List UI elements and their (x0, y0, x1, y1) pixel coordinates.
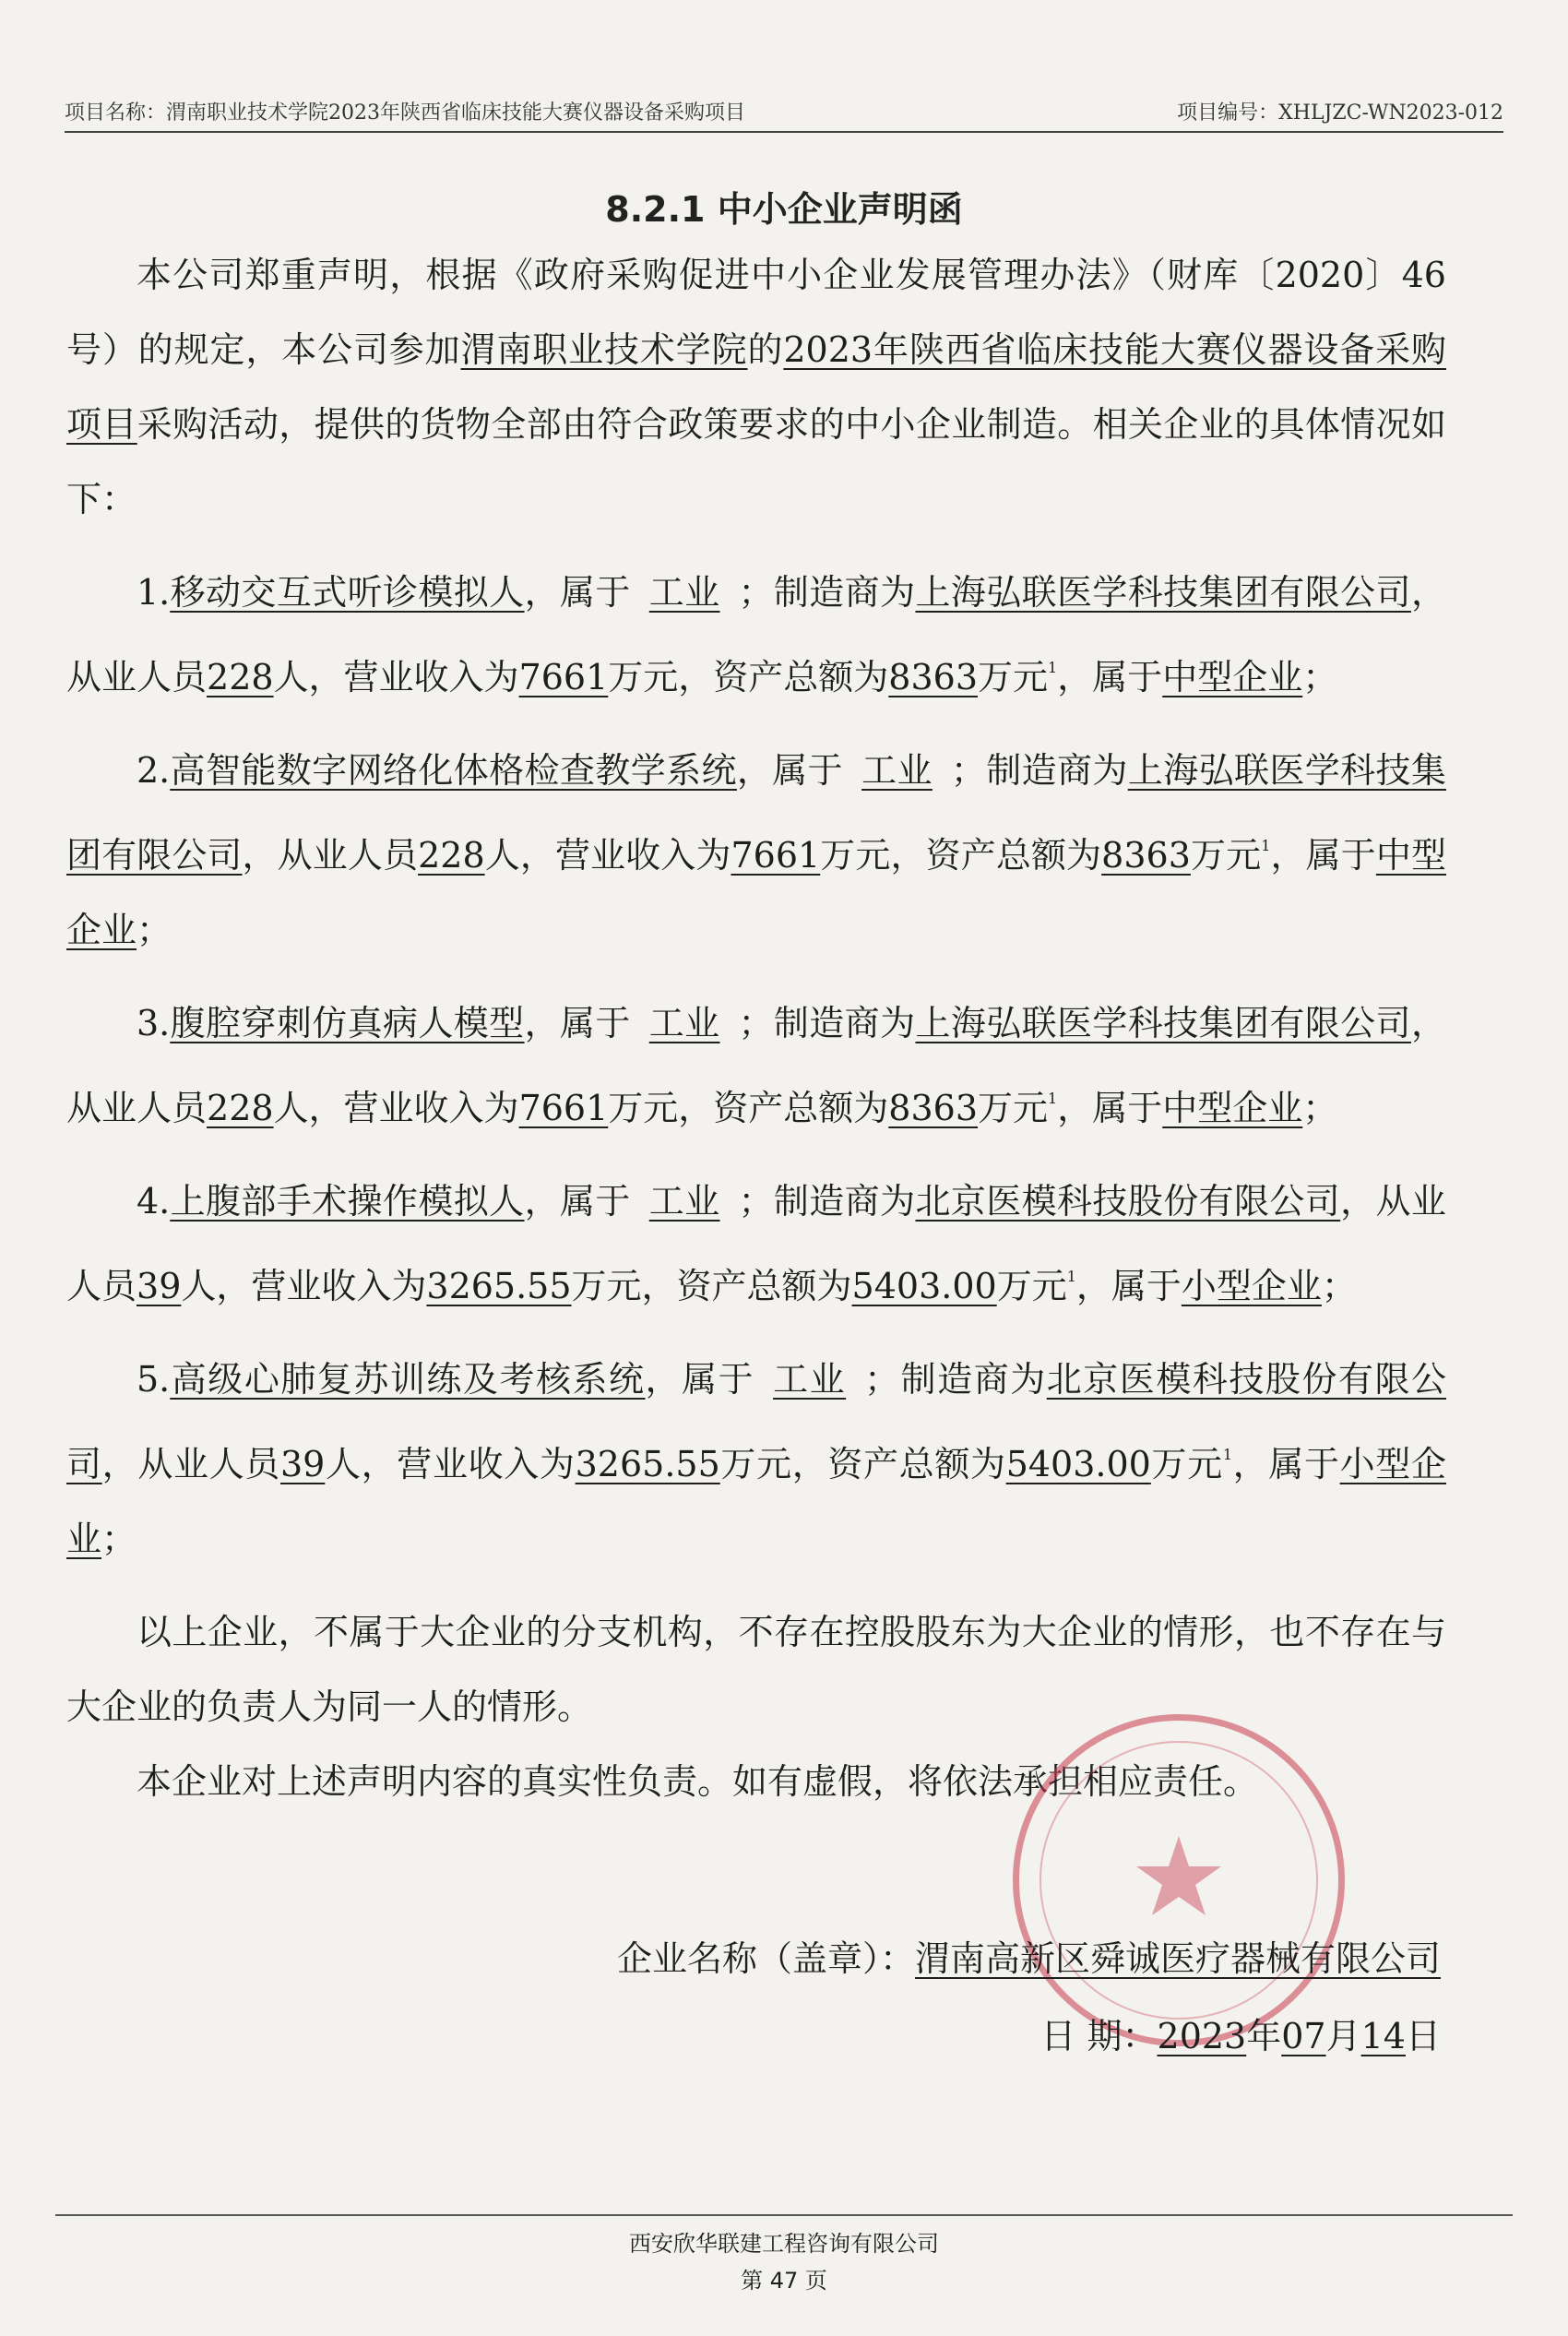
asset-amount: 8363 (1101, 835, 1191, 876)
company-signature-line: 企业名称（盖章）：渭南高新区舜诚医疗器械有限公司 (616, 1938, 1441, 1979)
footnote-marker: 1 (1222, 1446, 1232, 1463)
list-item: 4.上腹部手术操作模拟人，属于 工业 ；制造商为北京医模科技股份有限公司，从业人员39人，营业收入为3265.55万元，资产总额为5403.00万元$^1$，属于小型企业； (66, 1181, 1446, 1306)
item-number: 3. (137, 1003, 171, 1043)
manufacturer-name: 上海弘联医学科技集团有限公司 (915, 572, 1411, 613)
item-number: 4. (137, 1181, 171, 1222)
manufacturer-name: 北京医模科技股份有限公司 (915, 1181, 1341, 1222)
product-name: 腹腔穿刺仿真病人模型 (170, 1003, 525, 1043)
asset-amount: 5403.00 (851, 1266, 997, 1306)
product-name: 移动交互式听诊模拟人 (170, 572, 525, 613)
revenue-amount: 7661 (518, 1088, 609, 1128)
list-item: 3.腹腔穿刺仿真病人模型，属于 工业 ；制造商为上海弘联医学科技集团有限公司，从业人员228人，营业收入为7661万元，资产总额为8363万元$^1$，属于中型企业； (66, 1003, 1446, 1128)
enterprise-size: 中型企业 (1162, 657, 1303, 697)
list-item: 1.移动交互式听诊模拟人，属于 工业 ；制造商为上海弘联医学科技集团有限公司，从业人员228人，营业收入为7661万元，资产总额为8363万元$^1$，属于中型企业； (66, 572, 1446, 697)
project-name: 项目名称：渭南职业技术学院2023年陕西省临床技能大赛仪器设备采购项目 (65, 101, 745, 125)
industry: 工业 (773, 1359, 847, 1400)
employee-count: 228 (207, 657, 274, 697)
footer-divider (55, 2214, 1513, 2216)
item-number: 2. (137, 750, 171, 791)
date-month: 07 (1281, 2016, 1326, 2056)
buyer-name: 渭南职业技术学院 (460, 329, 748, 370)
company-seal (1013, 1714, 1345, 2046)
footnote-marker: 1 (1066, 1268, 1076, 1285)
footnote-marker: 1 (1261, 837, 1271, 854)
industry: 工业 (861, 750, 932, 791)
document-title: 8.2.1 中小企业声明函 (605, 189, 963, 230)
product-name: 上腹部手术操作模拟人 (170, 1181, 525, 1222)
item-number: 5. (137, 1359, 171, 1400)
page-number: 第 47 页 (741, 2268, 827, 2294)
manufacturer-name: 上海弘联医学科技集团有限公司 (915, 1003, 1411, 1043)
date-line: 日 期：2023年07月14日 (1040, 2016, 1441, 2056)
date-day: 14 (1360, 2016, 1406, 2056)
revenue-amount: 3265.55 (426, 1266, 572, 1306)
product-name: 高智能数字网络化体格检查教学系统 (170, 750, 737, 791)
intro-paragraph: 本公司郑重声明，根据《政府采购促进中小企业发展管理办法》（财库〔2020〕46号）的规定，本公司参加渭南职业技术学院的2023年陕西省临床技能大赛仪器设备采购项目采购活动，提供的货物全部由符合政策要求的中小企业制造。相关企业的具体情况如下： (66, 255, 1446, 519)
asset-amount: 5403.00 (1005, 1444, 1151, 1484)
statement-responsibility: 本企业对上述声明内容的真实性负责。如有虚假，将依法承担相应责任。 (137, 1761, 1259, 1802)
employee-count: 39 (137, 1266, 182, 1306)
enterprise-size: 小型企业 (66, 1444, 1446, 1559)
list-item: 5.高级心肺复苏训练及考核系统，属于 工业 ；制造商为北京医模科技股份有限公司，从业人员39人，营业收入为3265.55万元，资产总额为5403.00万元$^1$，属于小型企业； (66, 1359, 1446, 1559)
manufacturer-name: 北京医模科技股份有限公司 (66, 1359, 1446, 1484)
footer-company: 西安欣华联建工程咨询有限公司 (629, 2231, 939, 2257)
asset-amount: 8363 (888, 657, 979, 697)
industry: 工业 (648, 572, 720, 613)
statement-branch: 以上企业，不属于大企业的分支机构，不存在控股股东为大企业的情形，也不存在与大企业的负责人为同一人的情形。 (66, 1612, 1446, 1727)
employee-count: 228 (418, 835, 485, 876)
footnote-marker: 1 (1048, 659, 1058, 676)
page-header (65, 94, 1503, 133)
manufacturer-name: 上海弘联医学科技集团有限公司 (66, 750, 1446, 876)
project-title: 2023年陕西省临床技能大赛仪器设备采购项目 (66, 329, 1446, 445)
employee-count: 39 (279, 1444, 326, 1484)
enterprise-size: 小型企业 (1181, 1266, 1322, 1306)
item-number: 1. (137, 572, 171, 613)
date-year: 2023 (1157, 2016, 1247, 2056)
enterprise-size: 中型企业 (1162, 1088, 1303, 1128)
revenue-amount: 3265.55 (575, 1444, 720, 1484)
signing-company: 渭南高新区舜诚医疗器械有限公司 (914, 1938, 1441, 1979)
enterprise-size: 中型企业 (66, 835, 1446, 950)
item-list (66, 555, 1446, 1577)
project-number: 项目编号：XHLJZC-WN2023-012 (1177, 101, 1503, 125)
asset-amount: 8363 (888, 1088, 979, 1128)
list-item: 2.高智能数字网络化体格检查教学系统，属于 工业 ；制造商为上海弘联医学科技集团有限公司，从业人员228人，营业收入为7661万元，资产总额为8363万元$^1$，属于中型企业； (66, 750, 1446, 950)
industry: 工业 (648, 1003, 720, 1043)
document-body (66, 238, 1446, 1819)
footnote-marker: 1 (1048, 1090, 1058, 1107)
industry: 工业 (648, 1181, 720, 1222)
employee-count: 228 (207, 1088, 274, 1128)
revenue-amount: 7661 (731, 835, 821, 876)
revenue-amount: 7661 (518, 657, 609, 697)
product-name: 高级心肺复苏训练及考核系统 (170, 1359, 646, 1400)
